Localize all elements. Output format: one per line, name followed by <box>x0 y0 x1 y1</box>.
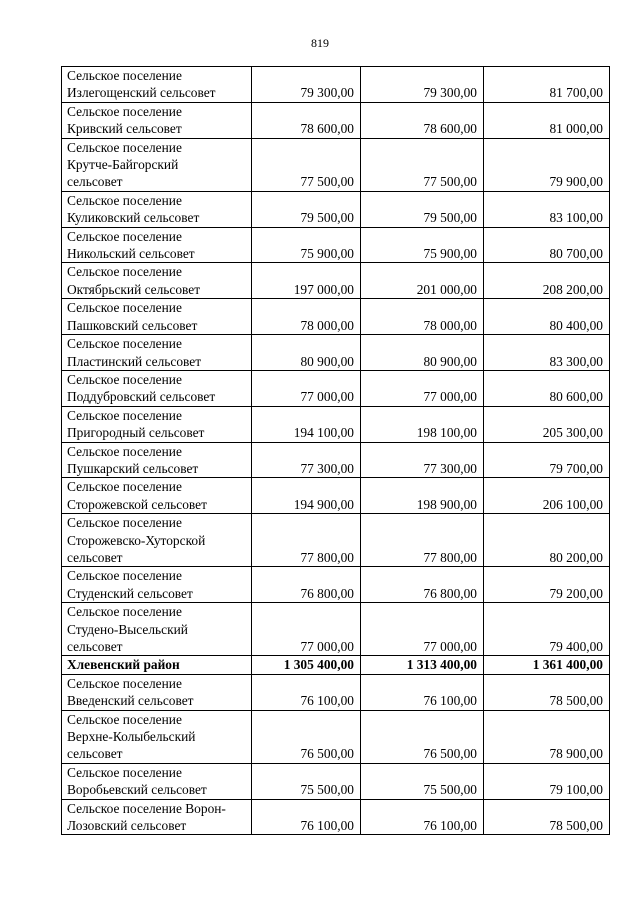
table-row <box>62 191 610 227</box>
settlement-name-cell: Сельское поселение Введенский сельсовет <box>62 674 252 710</box>
value-year2-cell: 75 500,00 <box>361 763 484 799</box>
value-year1-cell: 79 500,00 <box>252 191 361 227</box>
value-year2-cell: 76 100,00 <box>361 674 484 710</box>
table-row <box>62 514 610 567</box>
settlement-name-cell: Сельское поселение Кривский сельсовет <box>62 102 252 138</box>
value-year2-cell: 1 313 400,00 <box>361 656 484 674</box>
value-year1-cell: 77 000,00 <box>252 603 361 656</box>
table-row <box>62 370 610 406</box>
table-row <box>62 674 610 710</box>
table-row <box>62 799 610 835</box>
table-row <box>62 227 610 263</box>
value-year2-cell: 77 300,00 <box>361 442 484 478</box>
budget-table <box>61 66 610 835</box>
value-year3-cell: 79 400,00 <box>484 603 610 656</box>
value-year2-cell: 79 300,00 <box>361 67 484 103</box>
value-year1-cell: 76 500,00 <box>252 710 361 763</box>
value-year3-cell: 79 700,00 <box>484 442 610 478</box>
value-year1-cell: 77 500,00 <box>252 138 361 191</box>
value-year1-cell: 75 500,00 <box>252 763 361 799</box>
value-year1-cell: 75 900,00 <box>252 227 361 263</box>
value-year3-cell: 83 300,00 <box>484 335 610 371</box>
settlement-name-cell: Сельское поселение Излегощенский сельсовет <box>62 67 252 103</box>
value-year3-cell: 79 100,00 <box>484 763 610 799</box>
value-year3-cell: 83 100,00 <box>484 191 610 227</box>
settlement-name-cell: Сельское поселение Никольский сельсовет <box>62 227 252 263</box>
settlement-name-cell: Сельское поселение Поддубровский сельсовет <box>62 370 252 406</box>
value-year1-cell: 77 000,00 <box>252 370 361 406</box>
table-row <box>62 567 610 603</box>
table-row <box>62 478 610 514</box>
value-year1-cell: 80 900,00 <box>252 335 361 371</box>
settlement-name-cell: Сельское поселение Пашковский сельсовет <box>62 299 252 335</box>
table-row <box>62 67 610 103</box>
value-year2-cell: 75 900,00 <box>361 227 484 263</box>
value-year1-cell: 76 100,00 <box>252 674 361 710</box>
settlement-name-cell: Сельское поселение Пушкарский сельсовет <box>62 442 252 478</box>
value-year3-cell: 81 000,00 <box>484 102 610 138</box>
settlement-name-cell: Сельское поселение Пластинский сельсовет <box>62 335 252 371</box>
table-row <box>62 138 610 191</box>
value-year1-cell: 77 300,00 <box>252 442 361 478</box>
table-row <box>62 335 610 371</box>
value-year2-cell: 77 500,00 <box>361 138 484 191</box>
settlement-name-cell: Сельское поселение Сторожевской сельсовет <box>62 478 252 514</box>
settlement-name-cell: Сельское поселение Крутче-Байгорский сельсовет <box>62 138 252 191</box>
value-year1-cell: 78 000,00 <box>252 299 361 335</box>
value-year3-cell: 80 200,00 <box>484 514 610 567</box>
table-row <box>62 406 610 442</box>
value-year1-cell: 79 300,00 <box>252 67 361 103</box>
value-year2-cell: 76 500,00 <box>361 710 484 763</box>
value-year1-cell: 197 000,00 <box>252 263 361 299</box>
value-year2-cell: 198 900,00 <box>361 478 484 514</box>
value-year2-cell: 77 000,00 <box>361 603 484 656</box>
value-year2-cell: 76 100,00 <box>361 799 484 835</box>
value-year3-cell: 80 400,00 <box>484 299 610 335</box>
value-year2-cell: 77 800,00 <box>361 514 484 567</box>
table-row <box>62 763 610 799</box>
district-total-row <box>62 656 610 674</box>
value-year1-cell: 194 100,00 <box>252 406 361 442</box>
value-year3-cell: 78 500,00 <box>484 799 610 835</box>
value-year1-cell: 78 600,00 <box>252 102 361 138</box>
value-year2-cell: 79 500,00 <box>361 191 484 227</box>
value-year2-cell: 77 000,00 <box>361 370 484 406</box>
settlement-name-cell: Сельское поселение Верхне-Колыбельский сельсовет <box>62 710 252 763</box>
value-year2-cell: 80 900,00 <box>361 335 484 371</box>
value-year3-cell: 80 600,00 <box>484 370 610 406</box>
settlement-name-cell: Сельское поселение Пригородный сельсовет <box>62 406 252 442</box>
settlement-name-cell: Сельское поселение Воробьевский сельсовет <box>62 763 252 799</box>
value-year3-cell: 208 200,00 <box>484 263 610 299</box>
value-year1-cell: 76 800,00 <box>252 567 361 603</box>
table-row <box>62 102 610 138</box>
value-year2-cell: 78 000,00 <box>361 299 484 335</box>
page-number: 819 <box>311 36 329 50</box>
value-year1-cell: 76 100,00 <box>252 799 361 835</box>
table-row <box>62 603 610 656</box>
value-year1-cell: 194 900,00 <box>252 478 361 514</box>
value-year2-cell: 78 600,00 <box>361 102 484 138</box>
settlement-name-cell: Сельское поселение Октябрьский сельсовет <box>62 263 252 299</box>
value-year3-cell: 80 700,00 <box>484 227 610 263</box>
value-year3-cell: 205 300,00 <box>484 406 610 442</box>
value-year1-cell: 77 800,00 <box>252 514 361 567</box>
settlement-name-cell: Сельское поселение Куликовский сельсовет <box>62 191 252 227</box>
table-row <box>62 299 610 335</box>
settlement-name-cell: Сельское поселение Студенский сельсовет <box>62 567 252 603</box>
value-year1-cell: 1 305 400,00 <box>252 656 361 674</box>
value-year3-cell: 79 900,00 <box>484 138 610 191</box>
table-body <box>62 67 610 835</box>
value-year3-cell: 206 100,00 <box>484 478 610 514</box>
table-row <box>62 263 610 299</box>
settlement-name-cell: Сельское поселение Студено-Высельский сельсовет <box>62 603 252 656</box>
value-year3-cell: 78 500,00 <box>484 674 610 710</box>
settlement-name-cell: Сельское поселение Ворон- Лозовский сельсовет <box>62 799 252 835</box>
table-row <box>62 442 610 478</box>
value-year3-cell: 78 900,00 <box>484 710 610 763</box>
value-year2-cell: 76 800,00 <box>361 567 484 603</box>
table-row <box>62 710 610 763</box>
value-year2-cell: 201 000,00 <box>361 263 484 299</box>
settlement-name-cell: Сельское поселение Сторожевско-Хуторской сельсовет <box>62 514 252 567</box>
value-year2-cell: 198 100,00 <box>361 406 484 442</box>
value-year3-cell: 1 361 400,00 <box>484 656 610 674</box>
value-year3-cell: 81 700,00 <box>484 67 610 103</box>
value-year3-cell: 79 200,00 <box>484 567 610 603</box>
settlement-name-cell: Хлевенский район <box>62 656 252 674</box>
